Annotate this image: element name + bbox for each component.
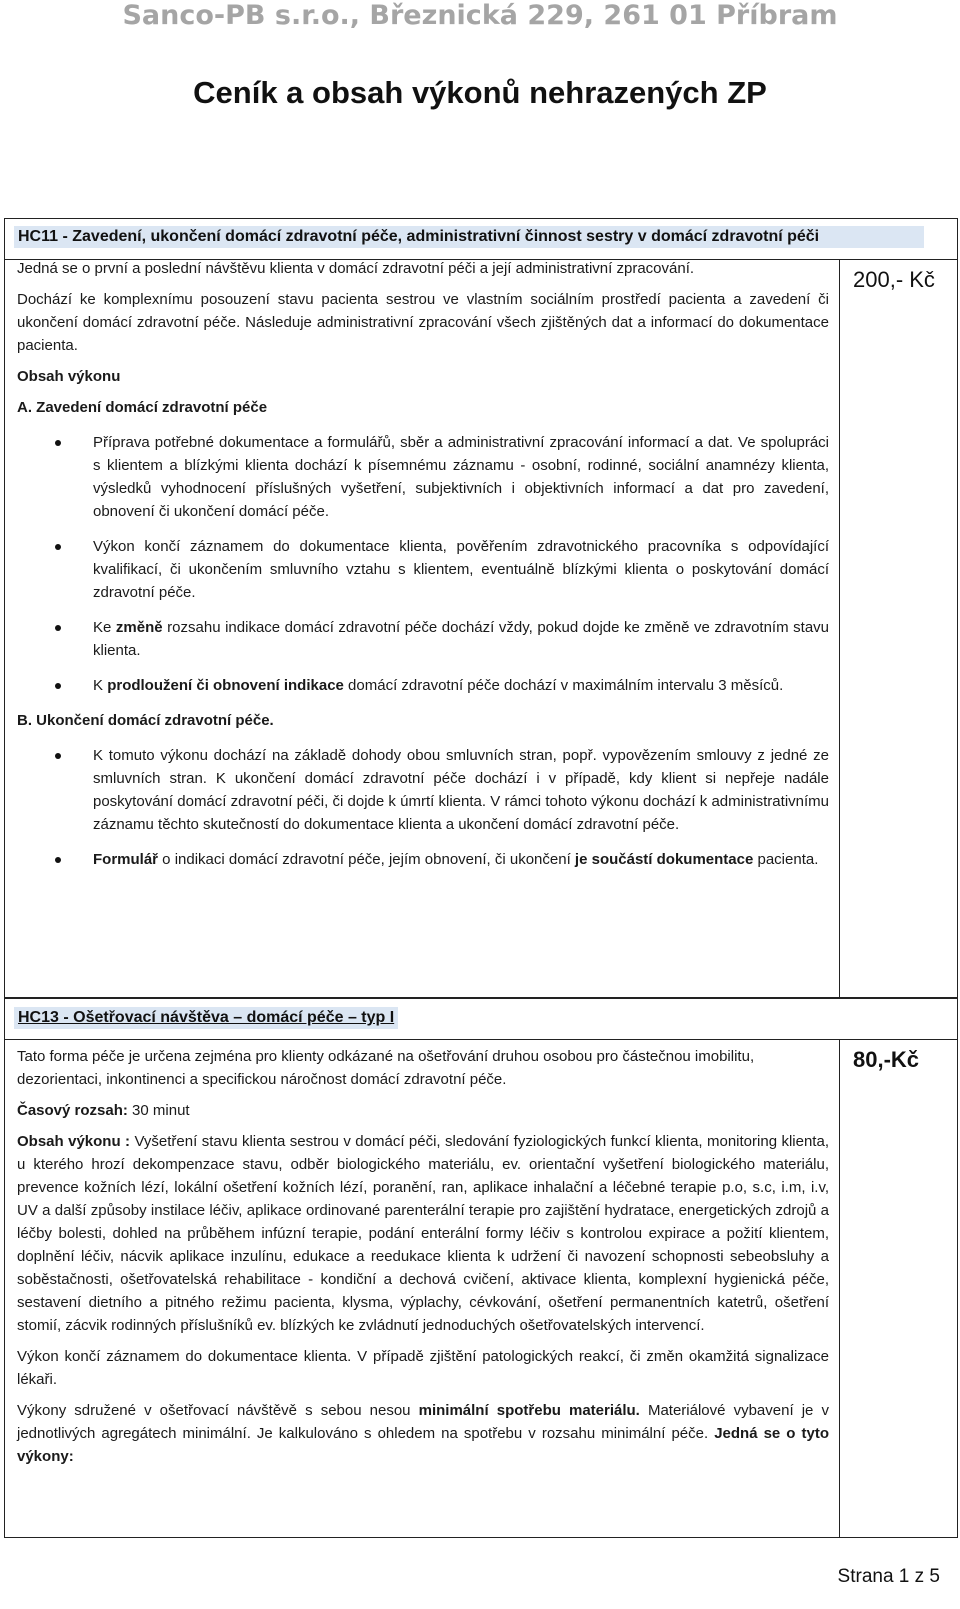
material-bold: Jedná se o tyto výkony: bbox=[17, 1425, 829, 1465]
list-item-text: K tomuto výkonu dochází na základě dohody obou smluvních stran, popř. vypovězením smlouvy z jedné ze smluvních stran. K ukončení domácí zdravotní péče dochází i v případě, kdy klient si nepřeje nadále poskytování domácí zdravotní péči, či dojde k úmrtí klienta. V rámci tohoto výkonu dochází k administrativnímu záznamu těchto skutečností do dokumentace klienta a ukončení domácí zdravotní péče. bbox=[93, 747, 829, 833]
section-hc13-obsah bbox=[17, 1130, 829, 1337]
page-title: Ceník a obsah výkonů nehrazených ZP bbox=[193, 75, 767, 110]
list-item bbox=[17, 535, 829, 604]
section-hc11-sub-b: B. Ukončení domácí zdravotní péče. bbox=[17, 712, 274, 729]
price-column-divider bbox=[839, 1039, 840, 1537]
obsah-label: Obsah výkonu : bbox=[17, 1133, 131, 1150]
list-item-bold: je součástí dokumentace bbox=[574, 851, 754, 868]
bullet-icon bbox=[55, 753, 61, 759]
section-hc13-end: Výkon končí záznamem do dokumentace klienta. V případě zjištění patologických reakcí, či změn okamžitá signalizace lékaři. bbox=[17, 1348, 829, 1388]
section-hc13-heading: HC13 - Ošetřovací návštěva – domácí péče – typ I bbox=[14, 1007, 398, 1029]
list-item bbox=[17, 431, 829, 523]
list-item bbox=[17, 674, 829, 697]
bullet-icon bbox=[55, 625, 61, 631]
section-hc11-sub-a: A. Zavedení domácí zdravotní péče bbox=[17, 399, 268, 416]
section-hc11-para: Dochází ke komplexnímu posouzení stavu pacienta sestrou ve vlastním sociálním prostředí pacienta a zavedení či ukončení domácí zdravotní péče. Následuje administrativní zpracování všech zjištěných dat a informací do dokumentace pacienta. bbox=[17, 291, 829, 354]
section-hc11-intro: Jedná se o první a poslední návštěvu klienta v domácí zdravotní péči a její administrativní zpracování. bbox=[17, 260, 695, 277]
material-bold: minimální spotřebu materiálu. bbox=[418, 1402, 640, 1419]
section-hc13-price: 80,-Kč bbox=[853, 1047, 920, 1072]
list-item-text: K bbox=[93, 677, 108, 694]
page-number: Strana 1 z 5 bbox=[837, 1566, 940, 1587]
list-item-text: Výkon končí záznamem do dokumentace klienta, pověřením zdravotnického pracovníka s odpovídající kvalifikací, či ukončením smluvního vztahu s klientem, eventuálně blízkými klienta o poskytování domácí zdravotní péče. bbox=[93, 538, 829, 601]
section-hc13 bbox=[4, 998, 958, 1538]
section-hc11-bullets-b bbox=[17, 744, 829, 871]
bullet-icon bbox=[55, 857, 61, 863]
bullet-icon bbox=[55, 544, 61, 550]
section-hc11 bbox=[4, 218, 958, 998]
company-header: Sanco-PB s.r.o., Březnická 229, 261 01 Příbram bbox=[122, 0, 838, 31]
bullet-icon bbox=[55, 683, 61, 689]
section-hc13-material bbox=[17, 1399, 829, 1468]
list-item-bold: změně bbox=[115, 619, 163, 636]
section-hc13-body bbox=[17, 1045, 829, 1476]
section-hc13-heading-band bbox=[5, 999, 957, 1040]
obsah-text: Vyšetření stavu klienta sestrou v domácí péči, sledování fyziologických funkcí klienta, monitoring klienta, u kterého hrozí dekompenzace stavu, odběr biologického materiálu, ev. orientační vyšetření biologického materiálu, prevence kožních lézí, lokální ošetření kožních lézí, poranění, ran, aplikace inhalační a léčebné terapie p.o, s.c, i.m, i.v, UV a další způsoby instilace léčiv, aplikace ordinované parenterální terapie pro zajištění hydratace, energetických zdrojů a léčby bolesti, dohled na průběhem infúzní terapie, podání enterální formy léčiv s kontrolou expirace a požití klientem, doplnění léčiv, nácvik aplikace inzulínu, edukace a reedukace klienta k udržení či navození schopnosti sebeobsluhy a soběstačnosti, ošetřovatelská rehabilitace - kondiční a dechová cvičení, aktivace klienta, komplexní hygienická péče, sestavení dietního a pitného režimu pacienta, klysma, výplachy, cévkování, ošetření permanentních katetrů, ošetření stomií, zácvik rodinných příslušníků ev. blízkých ke zvládnutí jednoduchých ošetřovatelských intervencí. bbox=[17, 1133, 829, 1334]
section-hc13-intro: Tato forma péče je určena zejména pro klienty odkázané na ošetřování druhou osobou pro částečnou imobilitu, dezorientaci, inkontinenci a specifickou náročnost domácí zdravotní péče. bbox=[17, 1048, 755, 1088]
list-item-text: rozsahu indikace domácí zdravotní péče dochází vždy, pokud dojde ke změně ve zdravotním stavu klienta. bbox=[93, 619, 830, 659]
time-value: 30 minut bbox=[127, 1102, 190, 1119]
section-hc13-time bbox=[17, 1099, 829, 1122]
section-hc11-price: 200,- Kč bbox=[853, 267, 935, 292]
list-item-bold: prodloužení či obnovení indikace bbox=[107, 677, 344, 694]
list-item bbox=[17, 848, 829, 871]
list-item-text: domácí zdravotní péče dochází v maximálním intervalu 3 měsíců. bbox=[343, 677, 784, 694]
list-item-bold: Formulář bbox=[93, 851, 159, 868]
list-item-text: o indikaci domácí zdravotní péče, jejím obnovení, či ukončení bbox=[158, 851, 575, 868]
material-text: Výkony sdružené v ošetřovací návštěvě s sebou nesou bbox=[17, 1402, 419, 1419]
list-item-text: Ke bbox=[93, 619, 116, 636]
section-hc11-obsah-label: Obsah výkonu bbox=[17, 368, 121, 385]
section-hc11-heading: HC11 - Zavedení, ukončení domácí zdravotní péče, administrativní činnost sestry v domácí zdravotní péči bbox=[14, 226, 924, 248]
section-hc11-bullets-a bbox=[17, 431, 829, 697]
list-item bbox=[17, 616, 829, 662]
list-item-text: pacienta. bbox=[753, 851, 819, 868]
price-column-divider bbox=[839, 259, 840, 997]
list-item bbox=[17, 744, 829, 836]
section-hc11-heading-band bbox=[5, 219, 957, 260]
bullet-icon bbox=[55, 440, 61, 446]
list-item-text: Příprava potřebné dokumentace a formulářů, sběr a administrativní zpracování informací a dat. Ve spolupráci s klientem a blízkými klienta dochází k písemnému záznamu - osobní, rodinné, sociální anamnézy klienta, výsledků vyhodnocení příslušných vyšetření, subjektivních i objektivních informací a dat pro zavedení, obnovení či ukončení domácí péče. bbox=[93, 434, 829, 520]
time-label: Časový rozsah: bbox=[17, 1102, 128, 1119]
material-text: Materiálové vybavení je v jednotlivých agregátech minimální. Je kalkulováno s ohledem na spotřebu v rozsahu minimální péče. bbox=[17, 1402, 829, 1442]
section-hc11-body bbox=[17, 257, 829, 883]
